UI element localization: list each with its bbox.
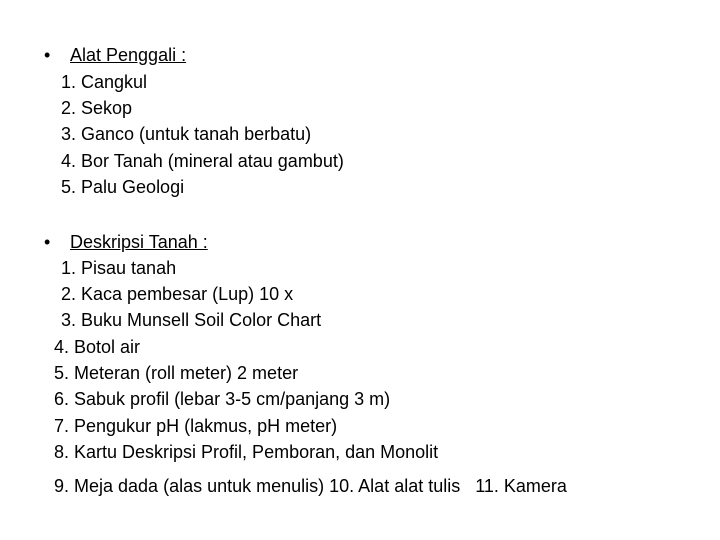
list-item-ganco: 3. Ganco (untuk tanah berbatu) — [61, 124, 312, 144]
list-item-botol-air: 4. Botol air — [54, 337, 141, 357]
list-item-meteran: 5. Meteran (roll meter) 2 meter — [54, 363, 299, 383]
list-item-bor-tanah: 4. Bor Tanah (mineral atau gambut) — [61, 151, 344, 171]
list-item-sekop: 2. Sekop — [61, 98, 133, 118]
list-item-cangkul: 1. Cangkul — [61, 72, 148, 92]
bullet-alat-penggali: • — [44, 45, 51, 65]
bullet-deskripsi-tanah: • — [44, 232, 51, 252]
heading-deskripsi-tanah: Deskripsi Tanah : — [70, 232, 208, 252]
list-item-pengukur-ph: 7. Pengukur pH (lakmus, pH meter) — [54, 416, 338, 436]
list-item-palu-geologi: 5. Palu Geologi — [61, 177, 185, 197]
list-item-kartu-deskripsi: 8. Kartu Deskripsi Profil, Pemboran, dan Monolit — [54, 442, 439, 462]
list-item-pisau-tanah: 1. Pisau tanah — [61, 258, 177, 278]
list-item-sabuk-profil: 6. Sabuk profil (lebar 3-5 cm/panjang 3 m) — [54, 389, 391, 409]
heading-alat-penggali: Alat Penggali : — [70, 45, 187, 65]
list-item-kaca-pembesar: 2. Kaca pembesar (Lup) 10 x — [61, 284, 294, 304]
list-item-meja-dada: 9. Meja dada (alas untuk menulis) 10. Alat alat tulis 11. Kamera — [54, 476, 567, 496]
list-item-buku-munsell: 3. Buku Munsell Soil Color Chart — [61, 310, 322, 330]
